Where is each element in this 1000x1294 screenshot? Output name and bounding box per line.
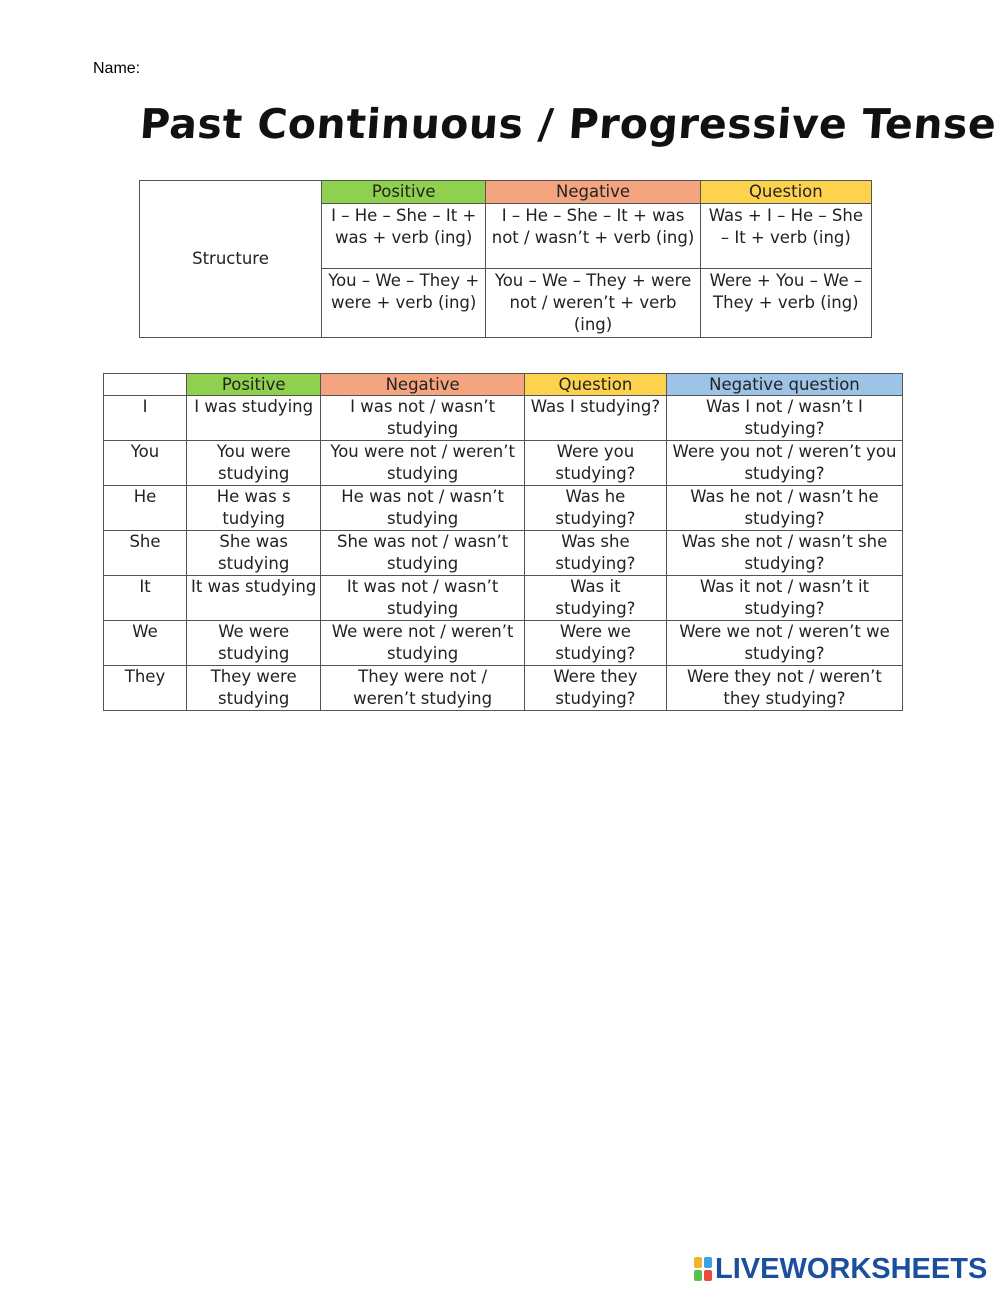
header-negative: Negative bbox=[486, 181, 700, 204]
positive-cell: They were studying bbox=[187, 666, 321, 711]
pronoun-cell: He bbox=[104, 486, 187, 531]
pronoun-cell: We bbox=[104, 621, 187, 666]
pronoun-cell: You bbox=[104, 441, 187, 486]
name-label: Name: bbox=[93, 60, 141, 77]
table-row bbox=[104, 531, 903, 576]
negative-cell: We were not / weren’t studying bbox=[321, 621, 525, 666]
question-cell: Were you studying? bbox=[524, 441, 666, 486]
negative-cell: They were not / weren’t studying bbox=[321, 666, 525, 711]
header-positive: Positive bbox=[322, 181, 486, 204]
question-cell: Was she studying? bbox=[524, 531, 666, 576]
pronoun-cell: She bbox=[104, 531, 187, 576]
positive-cell: I was studying bbox=[187, 396, 321, 441]
pronoun-cell: It bbox=[104, 576, 187, 621]
table-row bbox=[104, 486, 903, 531]
liveworksheets-logo[interactable] bbox=[693, 1252, 987, 1286]
positive-cell: You were studying bbox=[187, 441, 321, 486]
structure-row-label: Structure bbox=[140, 181, 322, 338]
header-corner bbox=[104, 374, 187, 396]
table-row bbox=[104, 576, 903, 621]
conjugation-table bbox=[103, 373, 903, 711]
page-title: Past Continuous / Progressive Tense bbox=[138, 100, 999, 148]
structure-cell: I – He – She – It + was not / wasn’t + verb (ing) bbox=[486, 204, 700, 269]
positive-cell: We were studying bbox=[187, 621, 321, 666]
structure-table bbox=[139, 180, 872, 338]
header-negative-question: Negative question bbox=[666, 374, 902, 396]
pronoun-cell: They bbox=[104, 666, 187, 711]
question-cell: Were we studying? bbox=[524, 621, 666, 666]
positive-cell: It was studying bbox=[187, 576, 321, 621]
negative-cell: It was not / wasn’t studying bbox=[321, 576, 525, 621]
logo-text: LIVEWORKSHEETS bbox=[715, 1253, 988, 1285]
negative-question-cell: Was it not / wasn’t it studying? bbox=[666, 576, 902, 621]
header-question: Question bbox=[524, 374, 666, 396]
header-negative: Negative bbox=[321, 374, 525, 396]
negative-question-cell: Was I not / wasn’t I studying? bbox=[666, 396, 902, 441]
negative-question-cell: Were you not / weren’t you studying? bbox=[666, 441, 902, 486]
negative-cell: He was not / wasn’t studying bbox=[321, 486, 525, 531]
negative-question-cell: Were we not / weren’t we studying? bbox=[666, 621, 902, 666]
positive-cell: She was studying bbox=[187, 531, 321, 576]
negative-question-cell: Was she not / wasn’t she studying? bbox=[666, 531, 902, 576]
pronoun-cell: I bbox=[104, 396, 187, 441]
negative-question-cell: Was he not / wasn’t he studying? bbox=[666, 486, 902, 531]
negative-question-cell: Were they not / weren’t they studying? bbox=[666, 666, 902, 711]
liveworksheets-logo-icon bbox=[693, 1256, 713, 1282]
question-cell: Were they studying? bbox=[524, 666, 666, 711]
question-cell: Was it studying? bbox=[524, 576, 666, 621]
header-question: Question bbox=[700, 181, 871, 204]
table-row bbox=[104, 396, 903, 441]
positive-cell: He was s tudying bbox=[187, 486, 321, 531]
structure-cell: You – We – They + were + verb (ing) bbox=[322, 269, 486, 338]
structure-cell: Was + I – He – She – It + verb (ing) bbox=[700, 204, 871, 269]
header-positive: Positive bbox=[187, 374, 321, 396]
table-row bbox=[104, 666, 903, 711]
question-cell: Was I studying? bbox=[524, 396, 666, 441]
negative-cell: I was not / wasn’t studying bbox=[321, 396, 525, 441]
negative-cell: You were not / weren’t studying bbox=[321, 441, 525, 486]
negative-cell: She was not / wasn’t studying bbox=[321, 531, 525, 576]
structure-cell: Were + You – We – They + verb (ing) bbox=[700, 269, 871, 338]
question-cell: Was he studying? bbox=[524, 486, 666, 531]
structure-cell: You – We – They + were not / weren’t + verb (ing) bbox=[486, 269, 700, 338]
table-row bbox=[104, 441, 903, 486]
structure-cell: I – He – She – It + was + verb (ing) bbox=[322, 204, 486, 269]
table-row bbox=[104, 621, 903, 666]
